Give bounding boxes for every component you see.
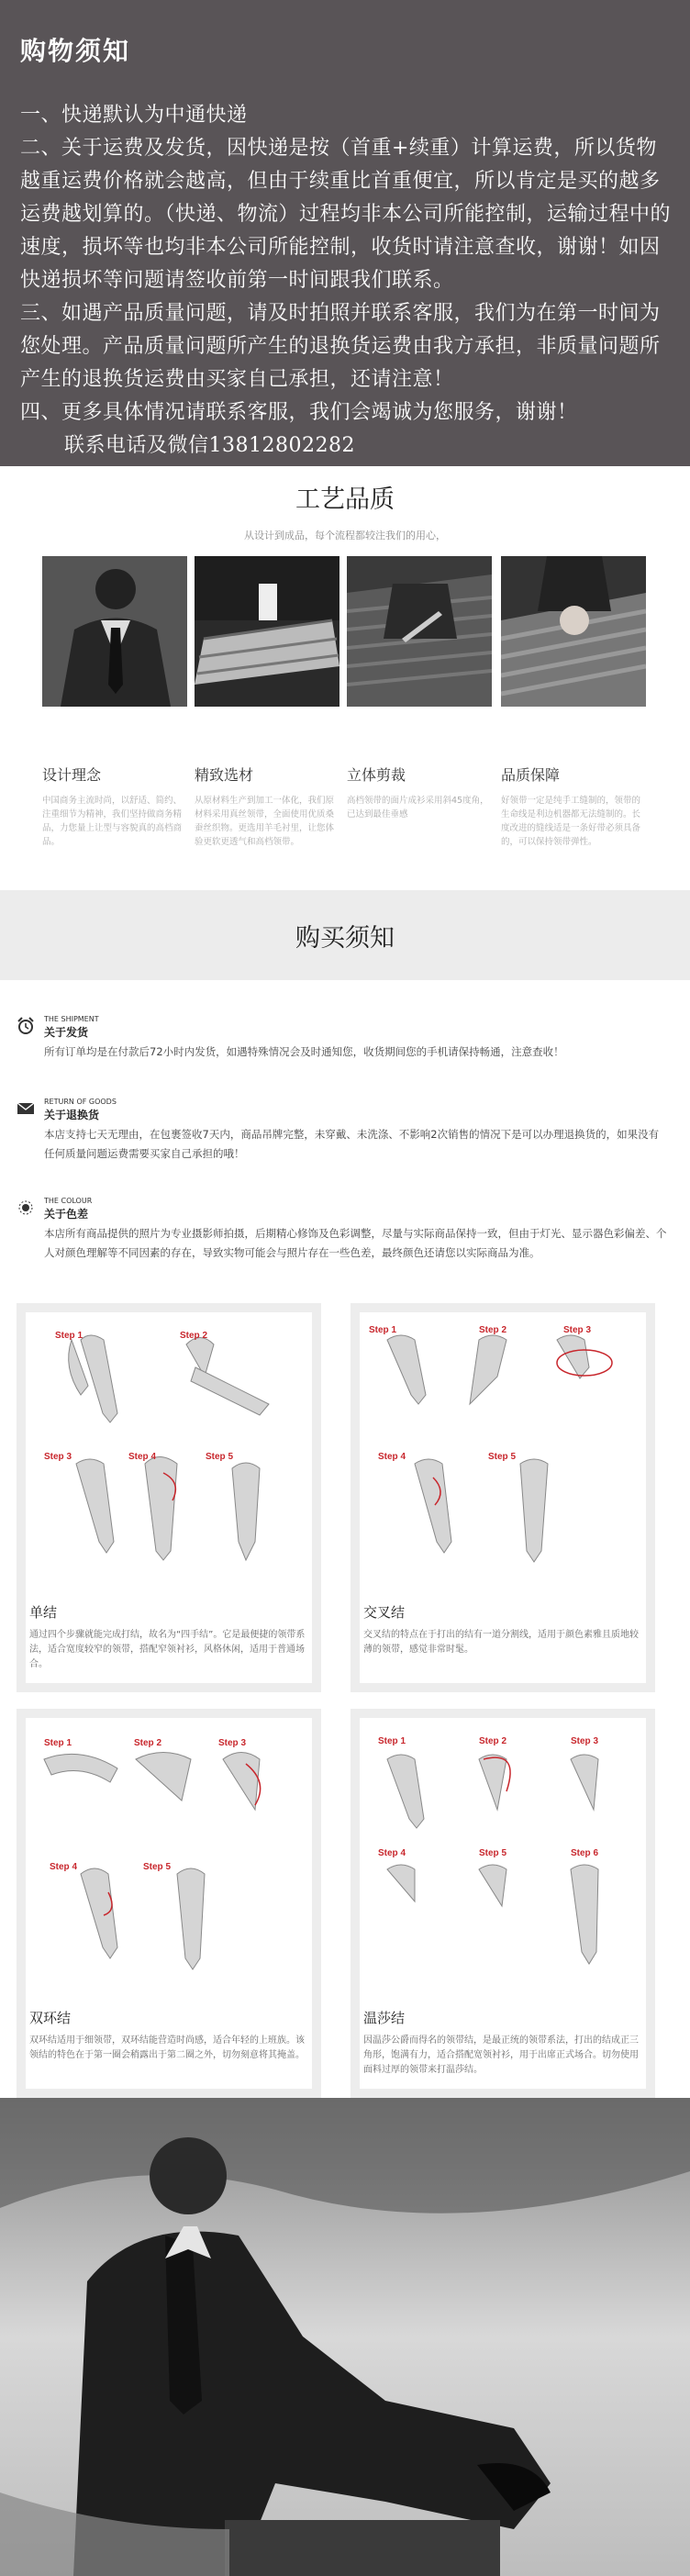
step-label: Step 3 <box>44 1452 72 1462</box>
knot-desc: 通过四个步骤就能完成打结，故名为“四手结”。它是最便捷的领带系法，适合宽度较窄的领带，搭配窄领衬衫，风格休闲，适用于普通场合。 <box>29 1630 306 1669</box>
knot-desc: 交叉结的特点在于打出的结有一道分割线，适用于颜色素雅且质地较薄的领带，感觉非常时髦。 <box>363 1630 639 1655</box>
step-label: Step 4 <box>128 1452 157 1462</box>
knot-panel-double-loop <box>17 1709 321 2098</box>
notice-title: 购物须知 <box>20 36 131 66</box>
notice-paragraph: 四、更多具体情况请联系客服，我们会竭诚为您服务，谢谢！ <box>20 401 578 424</box>
notice-paragraph: 一、快递默认为中通快递 <box>20 104 248 127</box>
step-label: Step 2 <box>180 1331 208 1341</box>
craft-item-name: 精致选材 <box>195 766 254 784</box>
tie-knot-guide <box>0 1299 690 2098</box>
knot-steps-diagram <box>26 1718 312 1993</box>
purchase-notice-header <box>0 890 690 980</box>
return-label-cn: 关于退换货 <box>44 1109 100 1121</box>
knot-desc: 双环结适用于细领带，双环结能营造时尚感，适合年轻的上班族。该领结的特色在于第一圈会稍露出于第二圈之外，切勿刻意将其掩盖。 <box>29 2035 305 2060</box>
knot-steps-diagram <box>360 1312 646 1588</box>
craft-item <box>195 764 339 849</box>
shipment-label-en: THE SHIPMENT <box>44 1015 99 1023</box>
step-label: Step 2 <box>479 1736 507 1746</box>
color-dot-icon <box>17 1199 35 1217</box>
shipment-label-cn: 关于发货 <box>44 1026 89 1039</box>
step-label: Step 5 <box>206 1452 234 1462</box>
step-label: Step 5 <box>479 1848 507 1858</box>
step-label: Step 5 <box>488 1452 517 1462</box>
craft-item <box>501 764 646 849</box>
knot-steps-diagram <box>360 1718 646 1993</box>
craftsmanship-section <box>0 466 690 890</box>
colour-label-en: THE COLOUR <box>44 1197 93 1205</box>
step-label: Step 3 <box>571 1736 599 1746</box>
envelope-icon <box>17 1099 35 1118</box>
craft-item-desc: 高档领带的面片成衫采用斜45度角，已达到最佳垂感 <box>347 796 489 820</box>
step-label: Step 4 <box>378 1848 406 1858</box>
step-label: Step 3 <box>218 1738 247 1748</box>
craft-item-name: 品质保障 <box>501 766 561 784</box>
craft-subtitle: 从设计到成品，每个流程都较注我们的用心， <box>244 530 446 541</box>
step-label: Step 1 <box>378 1736 406 1746</box>
craft-item-name: 立体剪裁 <box>347 766 406 784</box>
knot-panel-cross <box>351 1303 655 1692</box>
notice-paragraph: 二、关于运费及发货，因快递是按（首重+续重）计算运费，所以货物越重运费价格就会越高，但由于续重比首重便宜，所以肯定是买的越多运费越划算的。（快递、物流）过程均非本公司所能控制，运输过程中的速度，损坏等也均非本公司所能控制，收货时请注意查收，谢谢！如因快递损坏等问题请签收前第一时间跟我们联系。 <box>20 137 672 292</box>
step-label: Step 1 <box>44 1738 72 1748</box>
notice-paragraph: 三、如遇产品质量问题，请及时拍照并联系客服，我们为在第一时间为您处理。产品质量问题所产生的退换货运费由我方承担，非质量问题所产生的退换货运费由买家自己承担，还请注意！ <box>20 302 661 391</box>
purchase-notice-title: 购买须知 <box>295 924 395 953</box>
model-photo <box>0 2098 690 2576</box>
colour-text: 本店所有商品提供的照片为专业摄影师拍摄，后期精心修饰及色彩调整，尽量与实际商品保持一致，但由于灯光、显示器色彩偏差、个人对颜色理解等不同因素的存在，导致实物可能会与照片存在一些色差，最终颜色还请您以实际商品为准。 <box>44 1227 667 1259</box>
craft-item <box>42 764 187 849</box>
step-label: Step 4 <box>50 1862 78 1872</box>
notice-contact: 联系电话及微信13812802282 <box>64 434 355 457</box>
step-label: Step 5 <box>143 1862 172 1872</box>
craft-title: 工艺品质 <box>295 485 395 514</box>
step-label: Step 4 <box>378 1452 406 1462</box>
purchase-notice-section <box>0 980 690 1299</box>
craft-photo-row <box>42 556 648 707</box>
knot-panel-single <box>17 1303 321 1692</box>
shopping-notice-banner <box>0 0 690 466</box>
knot-steps-diagram <box>26 1312 312 1588</box>
craft-item-name: 设计理念 <box>42 766 102 784</box>
step-label: Step 1 <box>55 1331 83 1341</box>
colour-label-cn: 关于色差 <box>44 1208 89 1221</box>
knot-name: 单结 <box>29 1604 58 1621</box>
return-label-en: RETURN OF GOODS <box>44 1098 117 1106</box>
craft-photo-material <box>195 556 339 707</box>
knot-desc: 因温莎公爵而得名的领带结，是最正统的领带系法，打出的结成正三角形，饱满有力，适合搭配宽领衬衫，用于出席正式场合。切勿使用面料过厚的领带来打温莎结。 <box>363 2035 639 2075</box>
knot-name: 温莎结 <box>363 2010 406 2026</box>
step-label: Step 1 <box>369 1325 397 1335</box>
craft-item-desc: 好领带一定是纯手工缝制的，领带的生命线是利边机器都无法缝制的。长度改进的缝线适是一条好带必须具备的，可以保持领带弹性。 <box>501 796 641 847</box>
craft-photo-cutting <box>347 556 492 707</box>
alarm-clock-icon <box>17 1017 35 1035</box>
craft-item <box>347 764 492 821</box>
step-label: Step 2 <box>479 1325 507 1335</box>
knot-name: 双环结 <box>29 2010 72 2026</box>
craft-item-desc: 从原材料生产到加工一体化，我们原材料采用真丝领带，全面使用优质桑蚕丝织物。更选用羊毛衬里，让您体验更软更透气和高档领带。 <box>195 796 335 847</box>
craft-photo-design <box>42 556 187 707</box>
shipment-text: 所有订单均是在付款后72小时内发货，如遇特殊情况会及时通知您，收货期间您的手机请保持畅通，注意查收！ <box>44 1045 564 1058</box>
craft-item-desc: 中国商务主流时尚，以舒适、简约、注重细节为精神，我们坚持做商务精品，力您量上让型与容貌真的高档商品。 <box>42 796 183 847</box>
knot-panel-windsor <box>351 1709 655 2098</box>
step-label: Step 2 <box>134 1738 162 1748</box>
step-label: Step 6 <box>571 1848 599 1858</box>
step-label: Step 3 <box>563 1325 592 1335</box>
knot-name: 交叉结 <box>363 1604 406 1621</box>
return-text: 本店支持七天无理由，在包裹签收7天内，商品吊牌完整，未穿戴、未洗涤、不影响2次销售的情况下是可以办理退换货的，如果没有任何质量问题运费需要买家自己承担的哦！ <box>44 1128 660 1160</box>
craft-photo-quality <box>501 556 646 707</box>
